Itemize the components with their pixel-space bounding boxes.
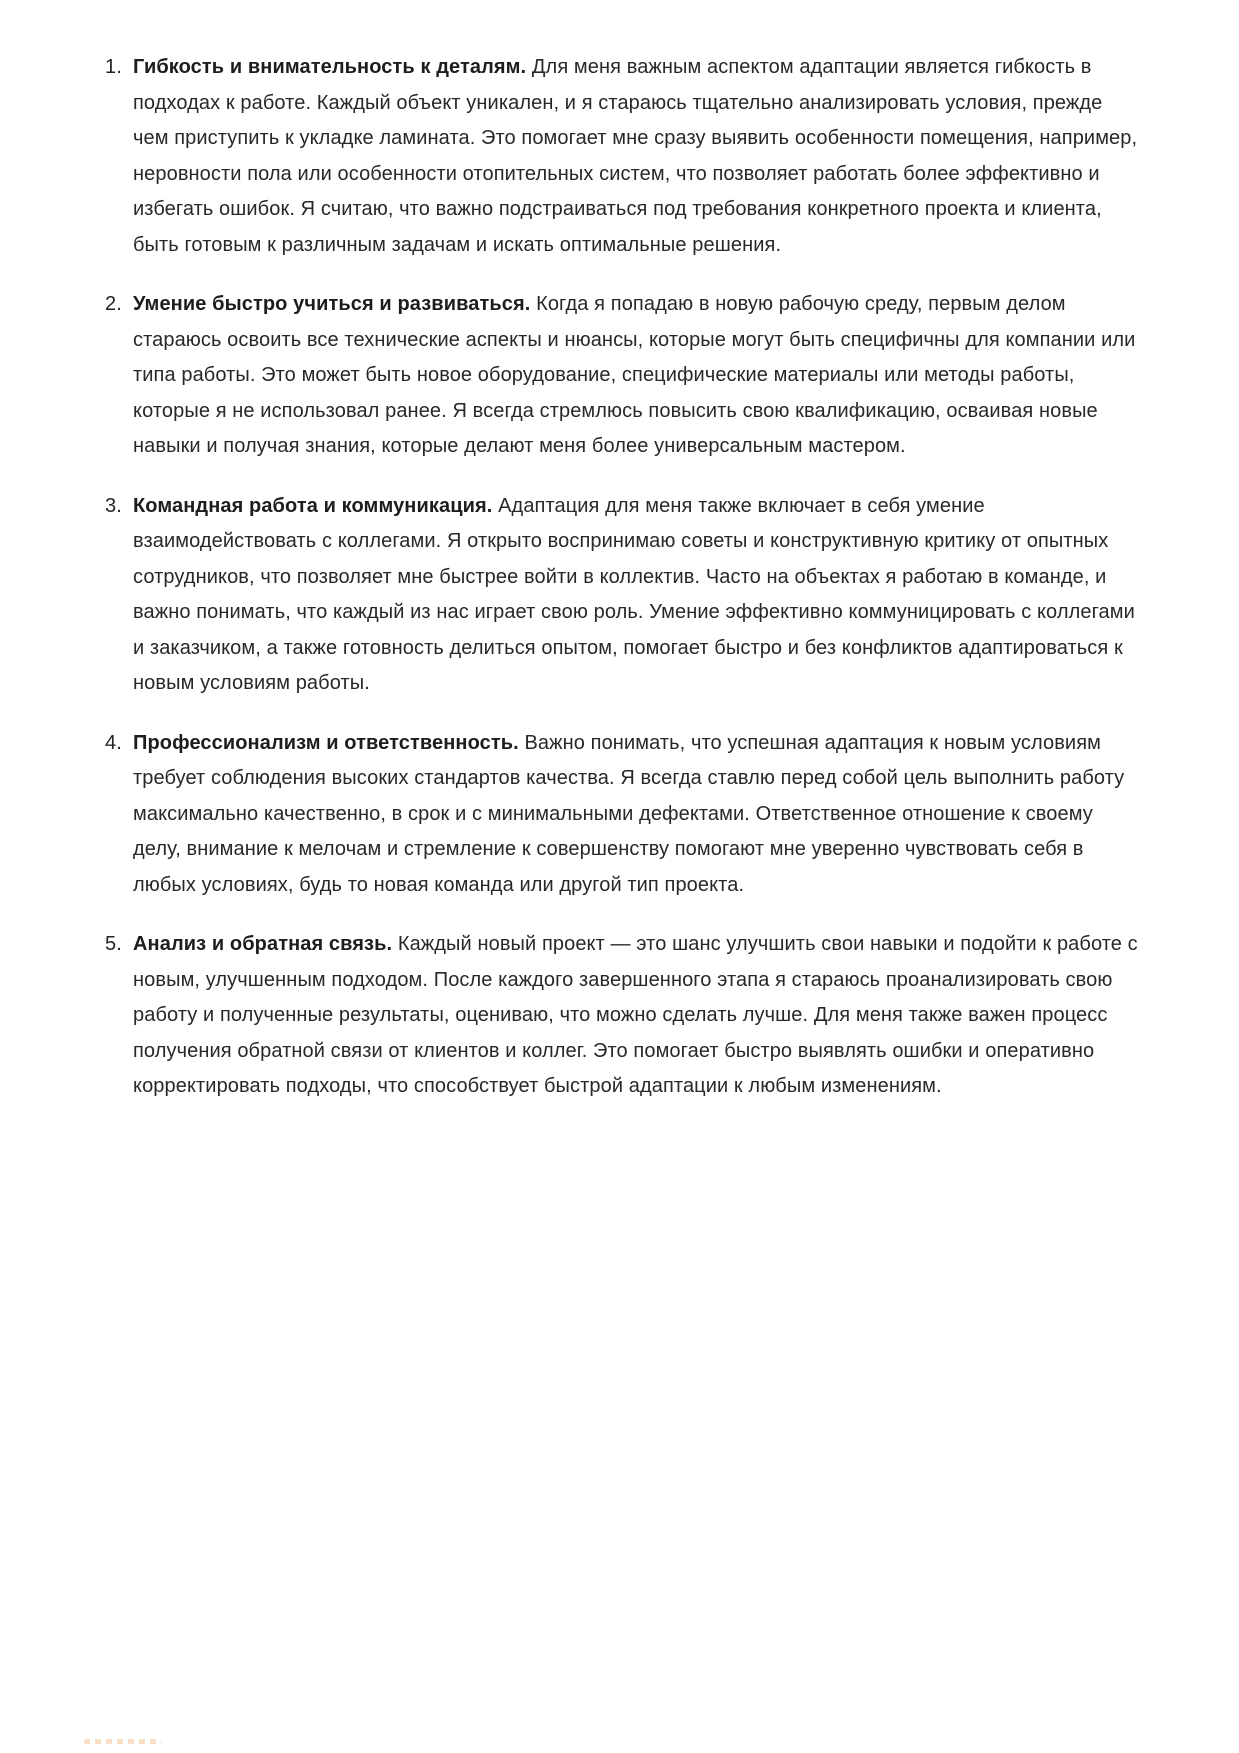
item-title: Гибкость и внимательность к деталям.	[133, 56, 527, 78]
item-number: 4.	[105, 731, 122, 754]
item-number: 1.	[105, 56, 122, 78]
item-body: Каждый новый проект — это шанс улучшить свои навыки и подойти к работе с новым, улучшенным подходом. После каждого завершенного этапа я стараюсь проанализировать свою работу и полученные результаты, оцениваю, что можно сделать лучше. Для меня также важен процесс получения обратной связи от клиентов и коллег. Это помогает быстро выявлять ошибки и оперативно корректировать подходы, что способствует быстрой адаптации к любым изменениям.	[133, 933, 1138, 1097]
item-body: Важно понимать, что успешная адаптация к новым условиям требует соблюдения высоких стандартов качества. Я всегда ставлю перед собой цель выполнить работу максимально качественно, в срок и с минимальными дефектами. Ответственное отношение к своему делу, внимание к мелочам и стремление к совершенству помогают мне уверенно чувствовать себя в любых условиях, будь то новая команда или другой тип проекта.	[133, 731, 1125, 896]
item-title: Профессионализм и ответственность.	[133, 731, 519, 754]
item-number: 2.	[105, 293, 122, 315]
list-item	[105, 726, 1139, 904]
item-title: Анализ и обратная связь.	[133, 933, 393, 955]
item-title: Командная работа и коммуникация.	[133, 494, 493, 517]
list-item	[105, 287, 1139, 465]
list-item	[105, 50, 1139, 263]
numbered-list	[105, 50, 1139, 1105]
item-body: Когда я попадаю в новую рабочую среду, первым делом стараюсь освоить все технические аспекты и нюансы, которые могут быть специфичны для компании или типа работы. Это может быть новое оборудование, специфические материалы или методы работы, которые я не использовал ранее. Я всегда стремлюсь повысить свою квалификацию, осваивая новые навыки и получая знания, которые делают меня более универсальным мастером.	[133, 293, 1136, 457]
item-number: 5.	[105, 933, 122, 955]
item-body: Для меня важным аспектом адаптации является гибкость в подходах к работе. Каждый объект уникален, и я стараюсь тщательно анализировать условия, прежде чем приступить к укладке ламината. Это помогает мне сразу выявить особенности помещения, например, неровности пола или особенности отопительных систем, что позволяет работать более эффективно и избегать ошибок. Я считаю, что важно подстраиваться под требования конкретного проекта и клиента, быть готовым к различным задачам и искать оптимальные решения.	[133, 56, 1138, 256]
faded-watermark	[84, 1739, 162, 1744]
list-item	[105, 927, 1139, 1105]
item-title: Умение быстро учиться и развиваться.	[133, 293, 531, 315]
item-number: 3.	[105, 494, 122, 517]
item-body: Адаптация для меня также включает в себя умение взаимодействовать с коллегами. Я открыто воспринимаю советы и конструктивную критику от опытных сотрудников, что позволяет мне быстрее войти в коллектив. Часто на объектах я работаю в команде, и важно понимать, что каждый из нас играет свою роль. Умение эффективно коммуницировать с коллегами и заказчиком, а также готовность делиться опытом, помогает быстро и без конфликтов адаптироваться к новым условиям работы.	[133, 494, 1135, 694]
list-item	[105, 489, 1139, 702]
